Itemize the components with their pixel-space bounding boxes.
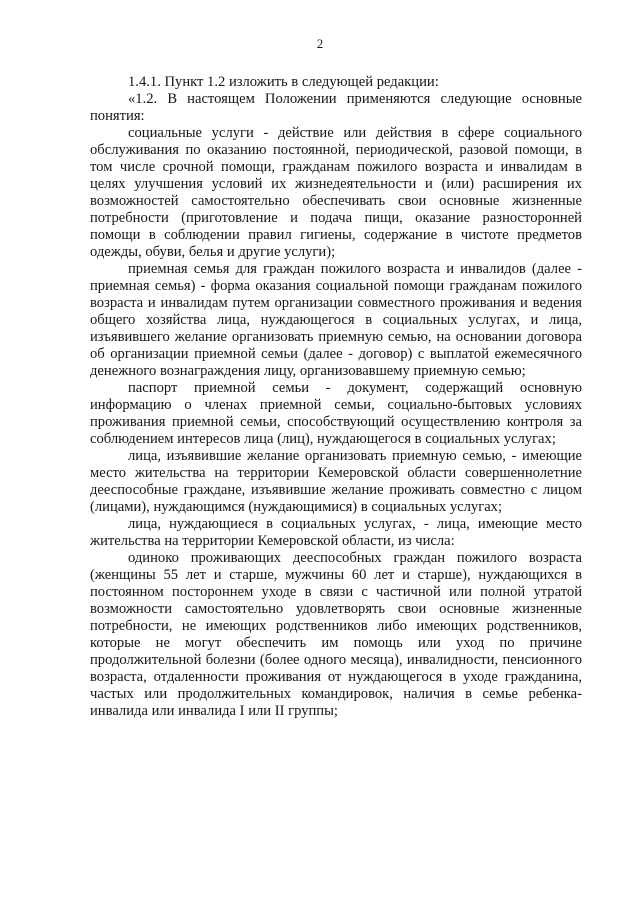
paragraph-social-services: социальные услуги - действие или действия в сфере социального обслуживания по оказанию постоянной, периодической, разовой помощи, в том числе срочной помощи, гражданам пожилого возраста и инвалидам в целях улучшения условий их жизнедеятельности и (или) расширения их возможностей самостоятельно обеспечивать свои основные жизненные потребности (приготовление и подача пищи, оказание разносторонней помощи в соблюдении правил гигиены, содержание в чистоте предметов одежды, обуви, белья и другие услуги); [90, 125, 582, 260]
page-number: 2 [316, 36, 324, 51]
paragraph-amendment-intro: 1.4.1. Пункт 1.2 изложить в следующей редакции: [128, 74, 439, 90]
document-body [90, 74, 582, 720]
paragraph-family-passport: паспорт приемной семьи - документ, содержащий основную информацию о членах приемной семьи, социально-бытовых условиях проживания приемной семьи, способствующий осуществлению контроля за соблюдением интересов лица (лиц), нуждающегося в социальных услугах; [90, 380, 582, 447]
paragraph-definitions-intro: «1.2. В настоящем Положении применяются следующие основные понятия: [90, 91, 582, 124]
paragraph-foster-family: приемная семья для граждан пожилого возраста и инвалидов (далее - приемная семья) - форма оказания социальной помощи гражданам пожилого возраста и инвалидам путем организации совместного проживания и ведения общего хозяйства лица, нуждающегося в социальных услугах, и лица, изъявившего желание организовать приемную семью, на основании договора об организации приемной семьи (далее - договор) с выплатой ежемесячного денежного вознаграждения лицу, организовавшему приемную семью; [90, 261, 582, 379]
paragraph-lonely-elderly: одиноко проживающих дееспособных граждан пожилого возраста (женщины 55 лет и старше, мужчины 60 лет и старше), нуждающихся в постоянном постороннем уходе в связи с частичной или полной утратой возможности самостоятельно удовлетворять свои основные жизненные потребности, не имеющих родственников либо имеющих родственников, которые не могут обеспечить им помощь или уход по причине продолжительной болезни (более одного месяца), инвалидности, пенсионного возраста, отдаленности проживания от нуждающегося в уходе гражданина, частых или продолжительных командировок, наличия в семье ребенка-инвалида или инвалида I или II группы; [90, 550, 582, 719]
paragraph-willing-persons: лица, изъявившие желание организовать приемную семью, - имеющие место жительства на территории Кемеровской области совершеннолетние дееспособные граждане, изъявившие желание проживать совместно с лицом (лицами), нуждающимся (нуждающимися) в социальных услугах; [90, 448, 582, 515]
paragraph-persons-in-need: лица, нуждающиеся в социальных услугах, - лица, имеющие место жительства на территории Кемеровской области, из числа: [90, 516, 582, 549]
